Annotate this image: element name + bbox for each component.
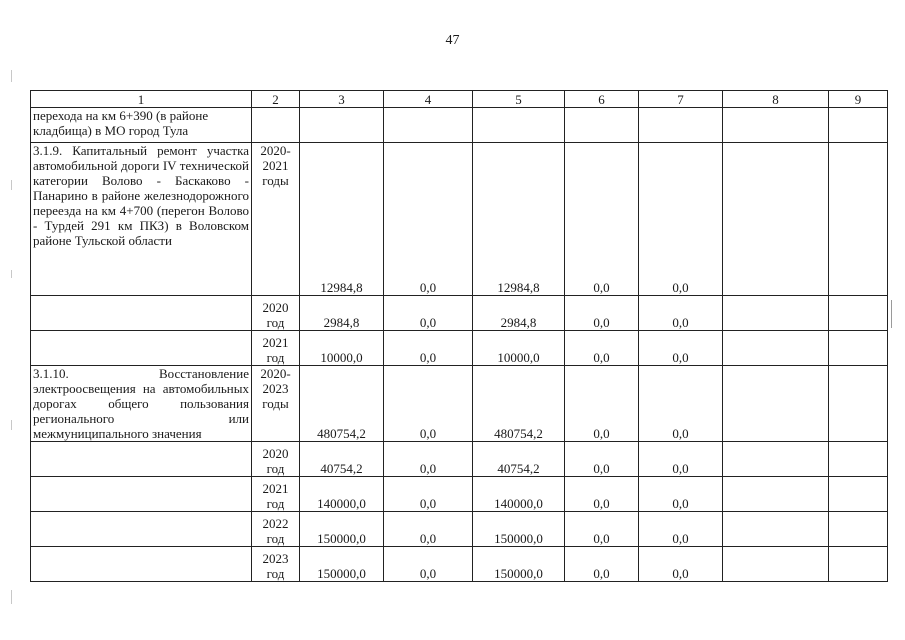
value-col-3: 150000,0	[300, 512, 384, 547]
value-col-8	[723, 108, 829, 143]
value-col-7: 0,0	[639, 477, 723, 512]
column-number-row	[31, 91, 888, 108]
table-row	[31, 512, 888, 547]
scan-edge-mark	[891, 300, 892, 328]
row-period: 2020-2023 годы	[252, 366, 300, 442]
value-col-6: 0,0	[565, 296, 639, 331]
row-description	[31, 442, 252, 477]
value-col-8	[723, 296, 829, 331]
value-col-7	[639, 108, 723, 143]
value-col-5: 2984,8	[473, 296, 565, 331]
column-number-4: 4	[384, 91, 473, 108]
value-col-3: 40754,2	[300, 442, 384, 477]
value-col-4: 0,0	[384, 442, 473, 477]
value-col-4: 0,0	[384, 366, 473, 442]
value-col-8	[723, 512, 829, 547]
value-col-5: 40754,2	[473, 442, 565, 477]
value-col-4: 0,0	[384, 331, 473, 366]
value-col-7: 0,0	[639, 366, 723, 442]
value-col-9	[829, 331, 888, 366]
scan-margin-mark	[11, 420, 12, 430]
value-col-6: 0,0	[565, 331, 639, 366]
value-col-9	[829, 512, 888, 547]
table-row	[31, 143, 888, 296]
column-number-7: 7	[639, 91, 723, 108]
row-description	[31, 296, 252, 331]
value-col-7: 0,0	[639, 547, 723, 582]
table-body	[31, 91, 888, 582]
value-col-5: 10000,0	[473, 331, 565, 366]
value-col-3	[300, 108, 384, 143]
value-col-6: 0,0	[565, 547, 639, 582]
column-number-2: 2	[252, 91, 300, 108]
row-period: 2022 год	[252, 512, 300, 547]
value-col-7: 0,0	[639, 442, 723, 477]
value-col-9	[829, 108, 888, 143]
table-row	[31, 296, 888, 331]
value-col-3: 12984,8	[300, 143, 384, 296]
value-col-9	[829, 143, 888, 296]
row-description	[31, 477, 252, 512]
value-col-8	[723, 331, 829, 366]
row-period: 2021 год	[252, 477, 300, 512]
table-row	[31, 477, 888, 512]
value-col-7: 0,0	[639, 296, 723, 331]
value-col-3: 150000,0	[300, 547, 384, 582]
column-number-5: 5	[473, 91, 565, 108]
value-col-4: 0,0	[384, 143, 473, 296]
scan-margin-mark	[11, 180, 12, 190]
value-col-6: 0,0	[565, 366, 639, 442]
value-col-5: 150000,0	[473, 512, 565, 547]
table-row	[31, 442, 888, 477]
value-col-5: 480754,2	[473, 366, 565, 442]
row-period: 2020 год	[252, 296, 300, 331]
value-col-4: 0,0	[384, 296, 473, 331]
page-number: 47	[445, 33, 460, 48]
value-col-4: 0,0	[384, 512, 473, 547]
column-number-3: 3	[300, 91, 384, 108]
value-col-8	[723, 143, 829, 296]
value-col-3: 10000,0	[300, 331, 384, 366]
row-description	[31, 547, 252, 582]
scan-margin-mark	[11, 270, 12, 278]
column-number-1: 1	[31, 91, 252, 108]
value-col-6: 0,0	[565, 442, 639, 477]
value-col-6: 0,0	[565, 143, 639, 296]
value-col-5: 150000,0	[473, 547, 565, 582]
value-col-8	[723, 477, 829, 512]
column-number-6: 6	[565, 91, 639, 108]
scan-margin-mark	[11, 590, 12, 604]
table-row	[31, 108, 888, 143]
value-col-6	[565, 108, 639, 143]
value-col-4	[384, 108, 473, 143]
table-row	[31, 366, 888, 442]
value-col-9	[829, 477, 888, 512]
row-period: 2020 год	[252, 442, 300, 477]
value-col-4: 0,0	[384, 547, 473, 582]
row-description	[31, 512, 252, 547]
row-period: 2021 год	[252, 331, 300, 366]
value-col-7: 0,0	[639, 143, 723, 296]
row-period: 2023 год	[252, 547, 300, 582]
row-description: 3.1.9. Капитальный ремонт участка автомобильной дороги IV технической категории Волово - Баскаково - Панарино в районе железнодорожного переезда на км 4+700 (перегон Волово - Турдей 291 км ПКЗ) в Воловском районе Тульской области	[31, 143, 252, 296]
row-description: перехода на км 6+390 (в районе кладбища) в МО город Тула	[31, 108, 252, 143]
value-col-3: 480754,2	[300, 366, 384, 442]
table-row	[31, 331, 888, 366]
value-col-6: 0,0	[565, 477, 639, 512]
column-number-9: 9	[829, 91, 888, 108]
value-col-4: 0,0	[384, 477, 473, 512]
row-description	[31, 331, 252, 366]
column-number-8: 8	[723, 91, 829, 108]
value-col-7: 0,0	[639, 331, 723, 366]
value-col-3: 140000,0	[300, 477, 384, 512]
value-col-9	[829, 296, 888, 331]
budget-table	[30, 90, 888, 582]
value-col-9	[829, 547, 888, 582]
value-col-6: 0,0	[565, 512, 639, 547]
value-col-8	[723, 366, 829, 442]
scan-margin-mark	[11, 70, 12, 82]
row-period	[252, 108, 300, 143]
value-col-8	[723, 547, 829, 582]
value-col-9	[829, 442, 888, 477]
table-row	[31, 547, 888, 582]
value-col-3: 2984,8	[300, 296, 384, 331]
row-description: 3.1.10. Восстановление электроосвещения на автомобильных дорогах общего пользования регионального или межмуниципального значения	[31, 366, 252, 442]
value-col-5	[473, 108, 565, 143]
value-col-5: 140000,0	[473, 477, 565, 512]
value-col-5: 12984,8	[473, 143, 565, 296]
value-col-7: 0,0	[639, 512, 723, 547]
value-col-9	[829, 366, 888, 442]
value-col-8	[723, 442, 829, 477]
row-period: 2020-2021 годы	[252, 143, 300, 296]
